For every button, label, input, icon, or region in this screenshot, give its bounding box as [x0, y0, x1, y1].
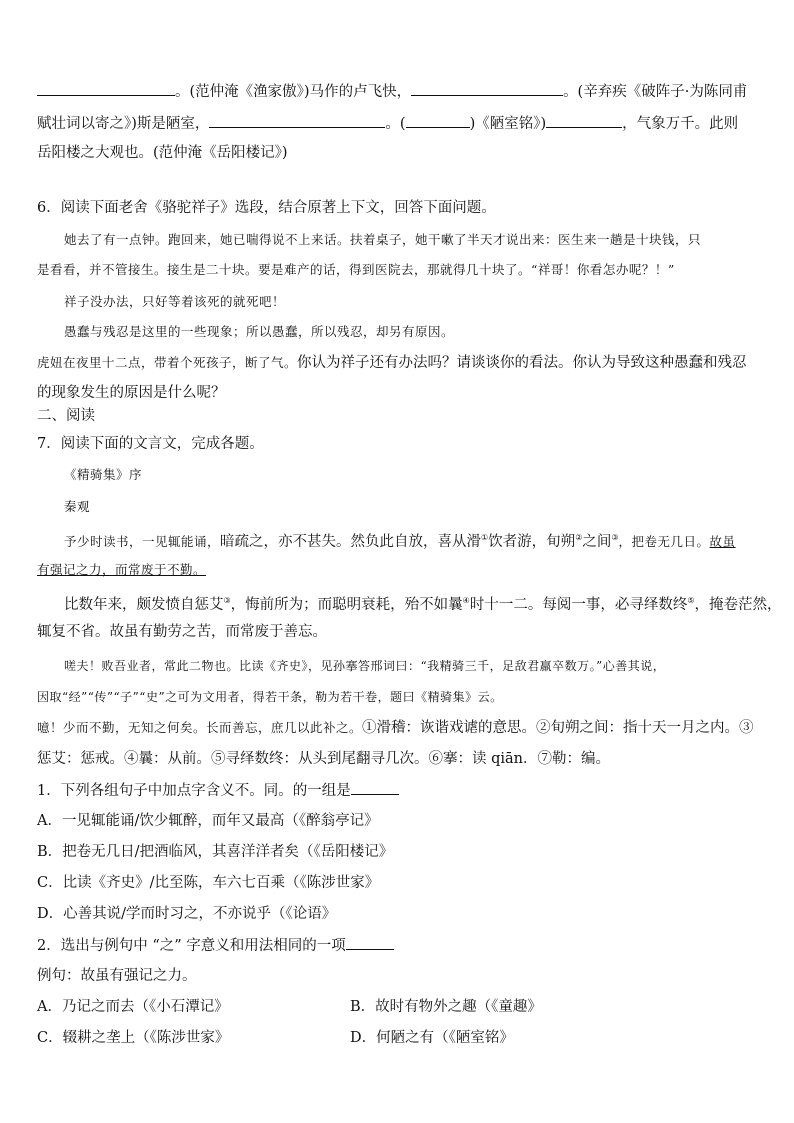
section-heading: 二、阅读 [37, 408, 95, 424]
sub1-stem: 1．下列各组句子中加点字含义不。同。的一组是 [37, 780, 764, 801]
q5-line-2: 赋壮词以寄之》)斯是陋室， 。( )《陋室铭》) ，气象万千。此则 [37, 113, 764, 134]
q7-notes-line2: 惩艾：惩戒。④曩：从前。⑤寻绎数终：从头到尾翻寻几次。⑥搴：读 qiān．⑦勒：编。 [37, 751, 611, 767]
sub2-option-a[interactable]: A．乃记之而去（《小石潭记》 [37, 999, 229, 1015]
fill-blank[interactable] [546, 113, 622, 128]
q7-para1-line1: 予少时读书，一见辄能诵，暗疏之，亦不甚失。然负此自放，喜从滑①饮者游，旬朔②之间③，把卷无几日。故虽 [64, 533, 736, 550]
q6-title: 6．阅读下面老舍《骆驼祥子》选段，结合原著上下文，回答下面问题。 [37, 200, 496, 216]
fill-blank[interactable] [37, 81, 175, 96]
sub1-option-d[interactable]: D．心善其说/学而时习之，不亦说乎（《论语》 [37, 906, 337, 922]
q7-title: 7．阅读下面的文言文，完成各题。 [37, 436, 264, 452]
answer-blank[interactable] [351, 780, 399, 795]
q5-line-1: 。(范仲淹《渔家傲》)马作的卢飞快， 。(辛弃疾《破阵子·为陈同甫 [37, 81, 764, 102]
sub1-option-b[interactable]: B．把卷无几日/把酒临风，其喜洋洋者矣（《岳阳楼记》 [37, 844, 394, 860]
q7-para3-line2: 因取“经”“传”“子”“史”之可为文用者，得若干条，勒为若干卷，题曰《精骑集》云。 [37, 690, 503, 704]
fill-blank[interactable] [406, 113, 470, 128]
sub2-option-d[interactable]: D．何陋之有（《陋室铭》 [350, 1030, 514, 1046]
q7-para3-line1: 嗟夫！败吾业者，常此二物也。比读《齐史》，见孙搴答邢词曰：“我精骑三千，足敌君羸卒数万。”心善其说， [64, 659, 666, 673]
sub1-option-c[interactable]: C．比读《齐史》/比至陈，车六七百乘（《陈涉世家》 [37, 875, 380, 891]
fill-blank[interactable] [411, 81, 563, 96]
q7-para2-line1: 比数年来，颇发愤自惩艾③，悔前所为；而聪明衰耗，殆不如曩④时十一二。每阅一事，必寻绎数终⑤，掩卷茫然， [64, 596, 782, 613]
sub2-option-b[interactable]: B．故时有物外之趣（《童趣》 [350, 999, 542, 1015]
q6-question-line: 虎妞在夜里十二点，带着个死孩子，断了气。你认为祥子还有办法吗？请谈谈你的看法。你认为导致这种愚蠢和残忍 [37, 355, 747, 371]
q7-para1-line2: 有强记之力，而常废于不勤。 [37, 562, 207, 577]
q7-para2-line2: 辄复不省。故虽有勤劳之苦，而常废于善忘。 [37, 624, 327, 640]
sub2-option-c[interactable]: C．辍耕之垄上（《陈涉世家》 [37, 1030, 230, 1046]
q6-passage-line: 愚蠢与残忍是这里的一些现象；所以愚蠢，所以残忍，却另有原因。 [64, 324, 455, 339]
q6-passage-line: 她去了有一点钟。跑回来，她已喘得说不上来话。扶着桌子，她干嗽了半天才说出来：医生来一趟是十块钱，只 [64, 232, 702, 247]
sub2-options-row-1 [37, 997, 764, 1017]
fill-blank[interactable] [209, 113, 385, 128]
sub1-option-a[interactable]: A．一见辄能诵/饮少辄醉，而年又最高（《醉翁亭记》 [37, 813, 379, 829]
answer-blank[interactable] [346, 935, 394, 950]
q6-question-line: 的现象发生的原因是什么呢？ [37, 385, 226, 401]
q5-line-3: 岳阳楼之大观也。(范仲淹《岳阳楼记》) [37, 145, 288, 161]
sub2-stem: 2．选出与例句中 “之” 字意义和用法相同的一项 [37, 935, 764, 956]
q7-notes-line1: 噫！少而不勤，无知之何矣。长而善忘，庶几以此补之。①滑稽：诙谐戏谑的意思。②旬朔之间：指十天一月之内。③ [37, 720, 754, 736]
q7-work-title: 《精骑集》序 [64, 467, 143, 482]
sub2-options-row-2 [37, 1028, 764, 1048]
q6-passage-line: 是看看，并不管接生。接生是二十块。要是难产的话，得到医院去，那就得几十块了。“祥哥！你看怎办呢？！” [37, 262, 675, 277]
q7-author: 秦观 [64, 499, 91, 514]
q6-passage-line: 祥子没办法，只好等着该死的就死吧！ [64, 294, 286, 309]
sub2-example: 例句：故虽有强记之力。 [37, 968, 197, 984]
